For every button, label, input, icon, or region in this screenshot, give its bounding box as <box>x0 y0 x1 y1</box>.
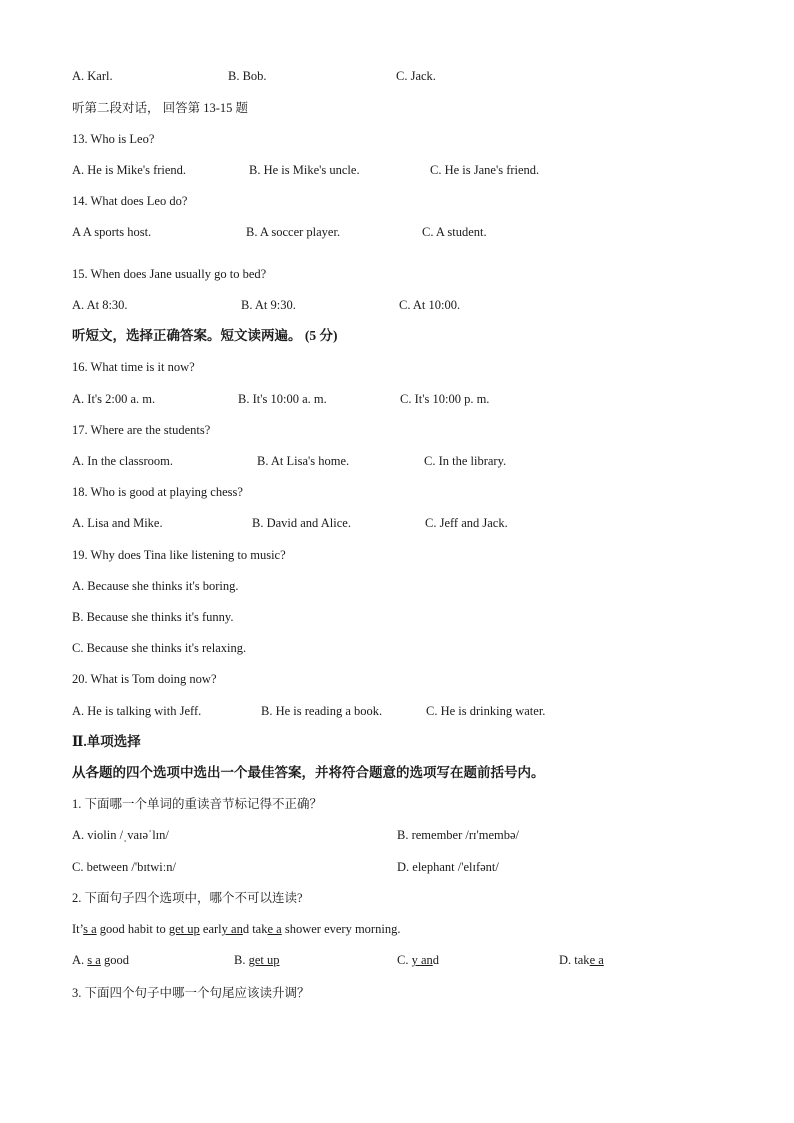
q13-option-c: C. He is Jane's friend. <box>430 163 540 177</box>
passage-heading: 听短文，选择正确答案。短文读两遍。 (5 分) <box>72 328 338 343</box>
q20-option-a: A. He is talking with Jeff. <box>72 704 202 718</box>
q13-stem: 13. Who is Leo? <box>72 132 155 146</box>
s2q1-option-a: A. violin /ˌvaɪəˈlɪn/ <box>72 828 169 842</box>
q14-option-b: B. A soccer player. <box>246 225 341 239</box>
q16-option-a: A. It's 2:00 a. m. <box>72 392 156 406</box>
option-prefix: C. <box>397 953 412 967</box>
sentence-part: It’ <box>72 922 84 936</box>
option-prefix: A. <box>72 953 88 967</box>
dialog2-heading: 听第二段对话， 回答第 13-15 题 <box>72 101 249 115</box>
q12-option-a: A. Karl. <box>72 69 113 83</box>
q17-option-b: B. At Lisa's home. <box>257 454 350 468</box>
q15-option-a: A. At 8:30. <box>72 298 128 312</box>
option-underlined: s a <box>87 953 101 967</box>
s2q2-stem: 2. 下面句子四个选项中，哪个不可以连读? <box>72 891 303 905</box>
sentence-part: earl <box>199 922 222 936</box>
q15-option-b: B. At 9:30. <box>241 298 296 312</box>
q18-option-b: B. David and Alice. <box>252 516 351 530</box>
option-prefix: B. <box>234 953 249 967</box>
q20-stem: 20. What is Tom doing now? <box>72 672 217 686</box>
s2q2-sentence <box>72 921 400 937</box>
sentence-underlined: get up <box>168 922 200 936</box>
q17-option-c: C. In the library. <box>424 454 507 468</box>
option-underlined: get up <box>248 953 280 967</box>
q16-stem: 16. What time is it now? <box>72 360 195 374</box>
sentence-part: shower every morning. <box>281 922 401 936</box>
q15-stem: 15. When does Jane usually go to bed? <box>72 267 267 281</box>
s2q1-stem: 1. 下面哪一个单词的重读音节标记得不正确？ <box>72 797 323 811</box>
s2q3-stem: 3. 下面四个句子中哪一个句尾应该读升调？ <box>72 986 310 1000</box>
q17-stem: 17. Where are the students? <box>72 423 211 437</box>
q18-stem: 18. Who is good at playing chess? <box>72 485 243 499</box>
sentence-part: good habit to <box>96 922 169 936</box>
q14-option-c: C. A student. <box>422 225 487 239</box>
section2-instruction: 从各题的四个选项中选出一个最佳答案，并将符合题意的选项写在题前括号内。 <box>72 765 545 780</box>
q13-option-a: A. He is Mike's friend. <box>72 163 187 177</box>
sentence-underlined: e a <box>267 922 282 936</box>
s2q2-option-d <box>559 952 604 968</box>
q13-option-b: B. He is Mike's uncle. <box>249 163 360 177</box>
option-suffix: good <box>100 953 129 967</box>
sentence-underlined: y an <box>221 922 243 936</box>
s2q1-option-d: D. elephant /'elɪfənt/ <box>397 860 499 874</box>
q19-option-b: B. Because she thinks it's funny. <box>72 610 234 624</box>
sentence-underlined: s a <box>83 922 97 936</box>
s2q2-option-c <box>397 952 439 968</box>
q14-stem: 14. What does Leo do? <box>72 194 188 208</box>
q17-option-a: A. In the classroom. <box>72 454 174 468</box>
q20-option-c: C. He is drinking water. <box>426 704 546 718</box>
s2q2-option-a <box>72 952 129 968</box>
q19-stem: 19. Why does Tina like listening to music? <box>72 548 286 562</box>
s2q1-option-c: C. between /'bɪtwiːn/ <box>72 860 176 874</box>
option-underlined: y an <box>411 953 433 967</box>
q16-option-c: C. It's 10:00 p. m. <box>400 392 490 406</box>
q20-option-b: B. He is reading a book. <box>261 704 383 718</box>
s2q1-option-b: B. remember /rɪ'membə/ <box>397 828 520 842</box>
sentence-part: d tak <box>242 922 268 936</box>
q12-option-c: C. Jack. <box>396 69 436 83</box>
q16-option-b: B. It's 10:00 a. m. <box>238 392 327 406</box>
q15-option-c: C. At 10:00. <box>399 298 461 312</box>
q14-option-a: A A sports host. <box>72 225 152 239</box>
q18-option-c: C. Jeff and Jack. <box>425 516 508 530</box>
section2-title: Ⅱ.单项选择 <box>72 734 141 749</box>
option-suffix: d <box>432 953 440 967</box>
option-prefix: D. tak <box>559 953 590 967</box>
option-underlined: e a <box>589 953 604 967</box>
q18-option-a: A. Lisa and Mike. <box>72 516 163 530</box>
s2q2-option-b <box>234 952 280 968</box>
q19-option-c: C. Because she thinks it's relaxing. <box>72 641 247 655</box>
q12-option-b: B. Bob. <box>228 69 267 83</box>
q19-option-a: A. Because she thinks it's boring. <box>72 579 239 593</box>
